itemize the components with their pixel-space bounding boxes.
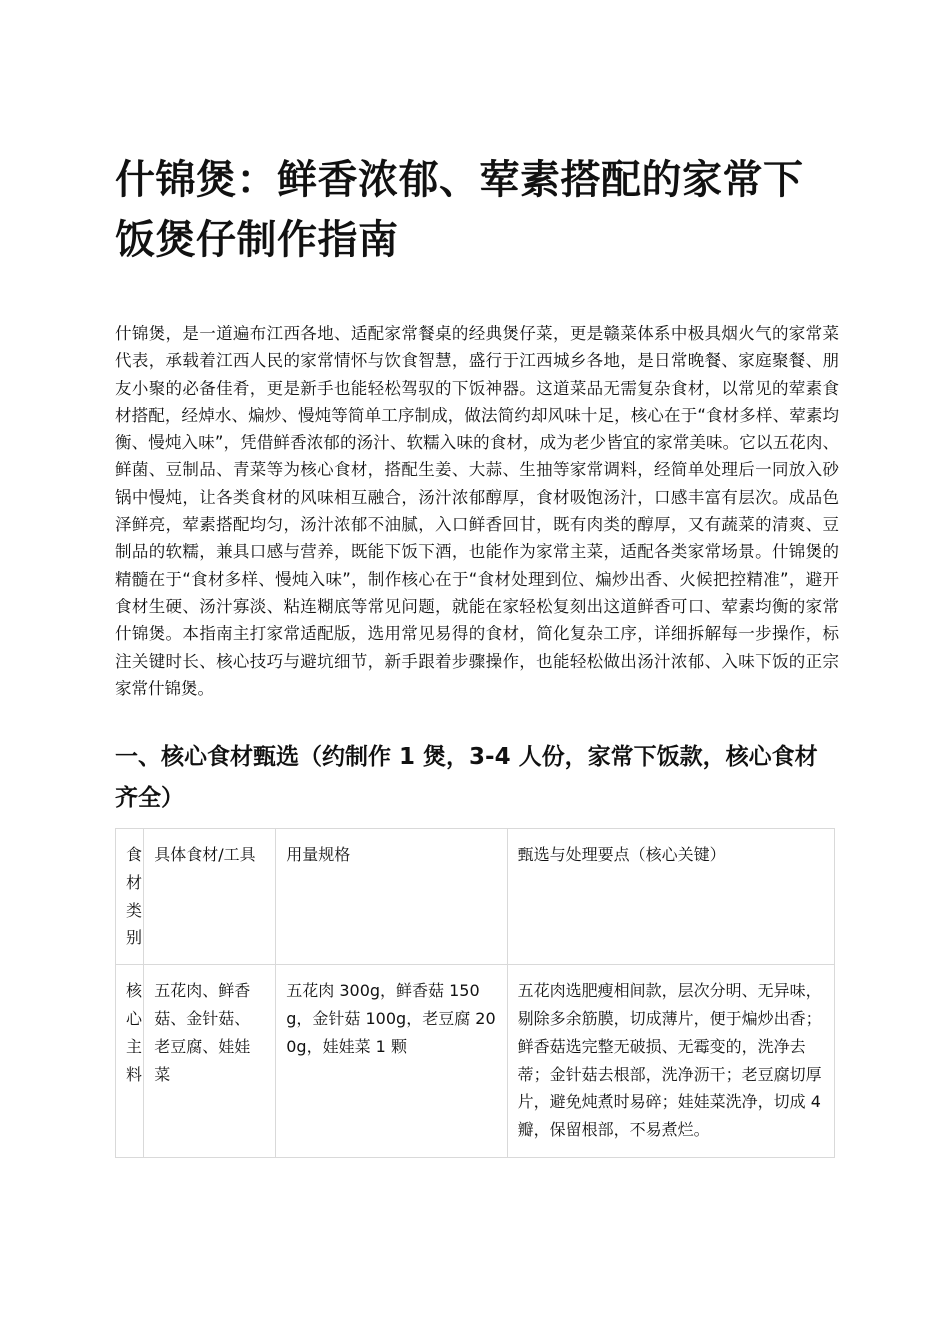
table-header-cell: 具体食材/工具 — [144, 829, 276, 965]
table-header-cell: 食材类别 — [116, 829, 144, 965]
table-cell-category: 核心主料 — [116, 965, 144, 1158]
table-header-row — [116, 829, 835, 965]
table-header-cell: 甄选与处理要点（核心关键） — [507, 829, 834, 965]
table-cell-amount: 五花肉 300g，鲜香菇 150g，金针菇 100g，老豆腐 200g，娃娃菜 1 颗 — [276, 965, 507, 1158]
ingredients-table — [115, 828, 835, 1158]
table-cell-notes: 五花肉选肥瘦相间款，层次分明、无异味，剔除多余筋膜，切成薄片，便于煸炒出香；鲜香菇选完整无破损、无霉变的，洗净去蒂；金针菇去根部，洗净沥干；老豆腐切厚片，避免炖煮时易碎；娃娃菜洗净，切成 4 瓣，保留根部，不易煮烂。 — [507, 965, 834, 1158]
intro-paragraph: 什锦煲，是一道遍布江西各地、适配家常餐桌的经典煲仔菜，更是赣菜体系中极具烟火气的家常菜代表，承载着江西人民的家常情怀与饮食智慧，盛行于江西城乡各地，是日常晚餐、家庭聚餐、朋友小聚的必备佳肴，更是新手也能轻松驾驭的下饭神器。这道菜品无需复杂食材，以常见的荤素食材搭配，经焯水、煸炒、慢炖等简单工序制成，做法简约却风味十足，核心在于“食材多样、荤素均衡、慢炖入味”，凭借鲜香浓郁的汤汁、软糯入味的食材，成为老少皆宜的家常美味。它以五花肉、鲜菌、豆制品、青菜等为核心食材，搭配生姜、大蒜、生抽等家常调料，经简单处理后一同放入砂锅中慢炖，让各类食材的风味相互融合，汤汁浓郁醇厚，食材吸饱汤汁，口感丰富有层次。成品色泽鲜亮，荤素搭配均匀，汤汁浓郁不油腻，入口鲜香回甘，既有肉类的醇厚，又有蔬菜的清爽、豆制品的软糯，兼具口感与营养，既能下饭下酒，也能作为家常主菜，适配各类家常场景。什锦煲的精髓在于“食材多样、慢炖入味”，制作核心在于“食材处理到位、煸炒出香、火候把控精准”，避开食材生硬、汤汁寡淡、粘连糊底等常见问题，就能在家轻松复刻出这道鲜香可口、荤素均衡的家常什锦煲。本指南主打家常适配版，选用常见易得的食材，简化复杂工序，详细拆解每一步操作，标注关键时长、核心技巧与避坑细节，新手跟着步骤操作，也能轻松做出汤汁浓郁、入味下饭的正宗家常什锦煲。 — [115, 324, 839, 698]
table-header-cell: 用量规格 — [276, 829, 507, 965]
table-row — [116, 965, 835, 1158]
table-cell-items: 五花肉、鲜香菇、金针菇、老豆腐、娃娃菜 — [144, 965, 276, 1158]
section-heading-ingredients: 一、核心食材甄选（约制作 1 煲，3-4 人份，家常下饭款，核心食材齐全） — [115, 744, 818, 811]
document-title: 什锦煲：鲜香浓郁、荤素搭配的家常下饭煲仔制作指南 — [115, 157, 804, 263]
